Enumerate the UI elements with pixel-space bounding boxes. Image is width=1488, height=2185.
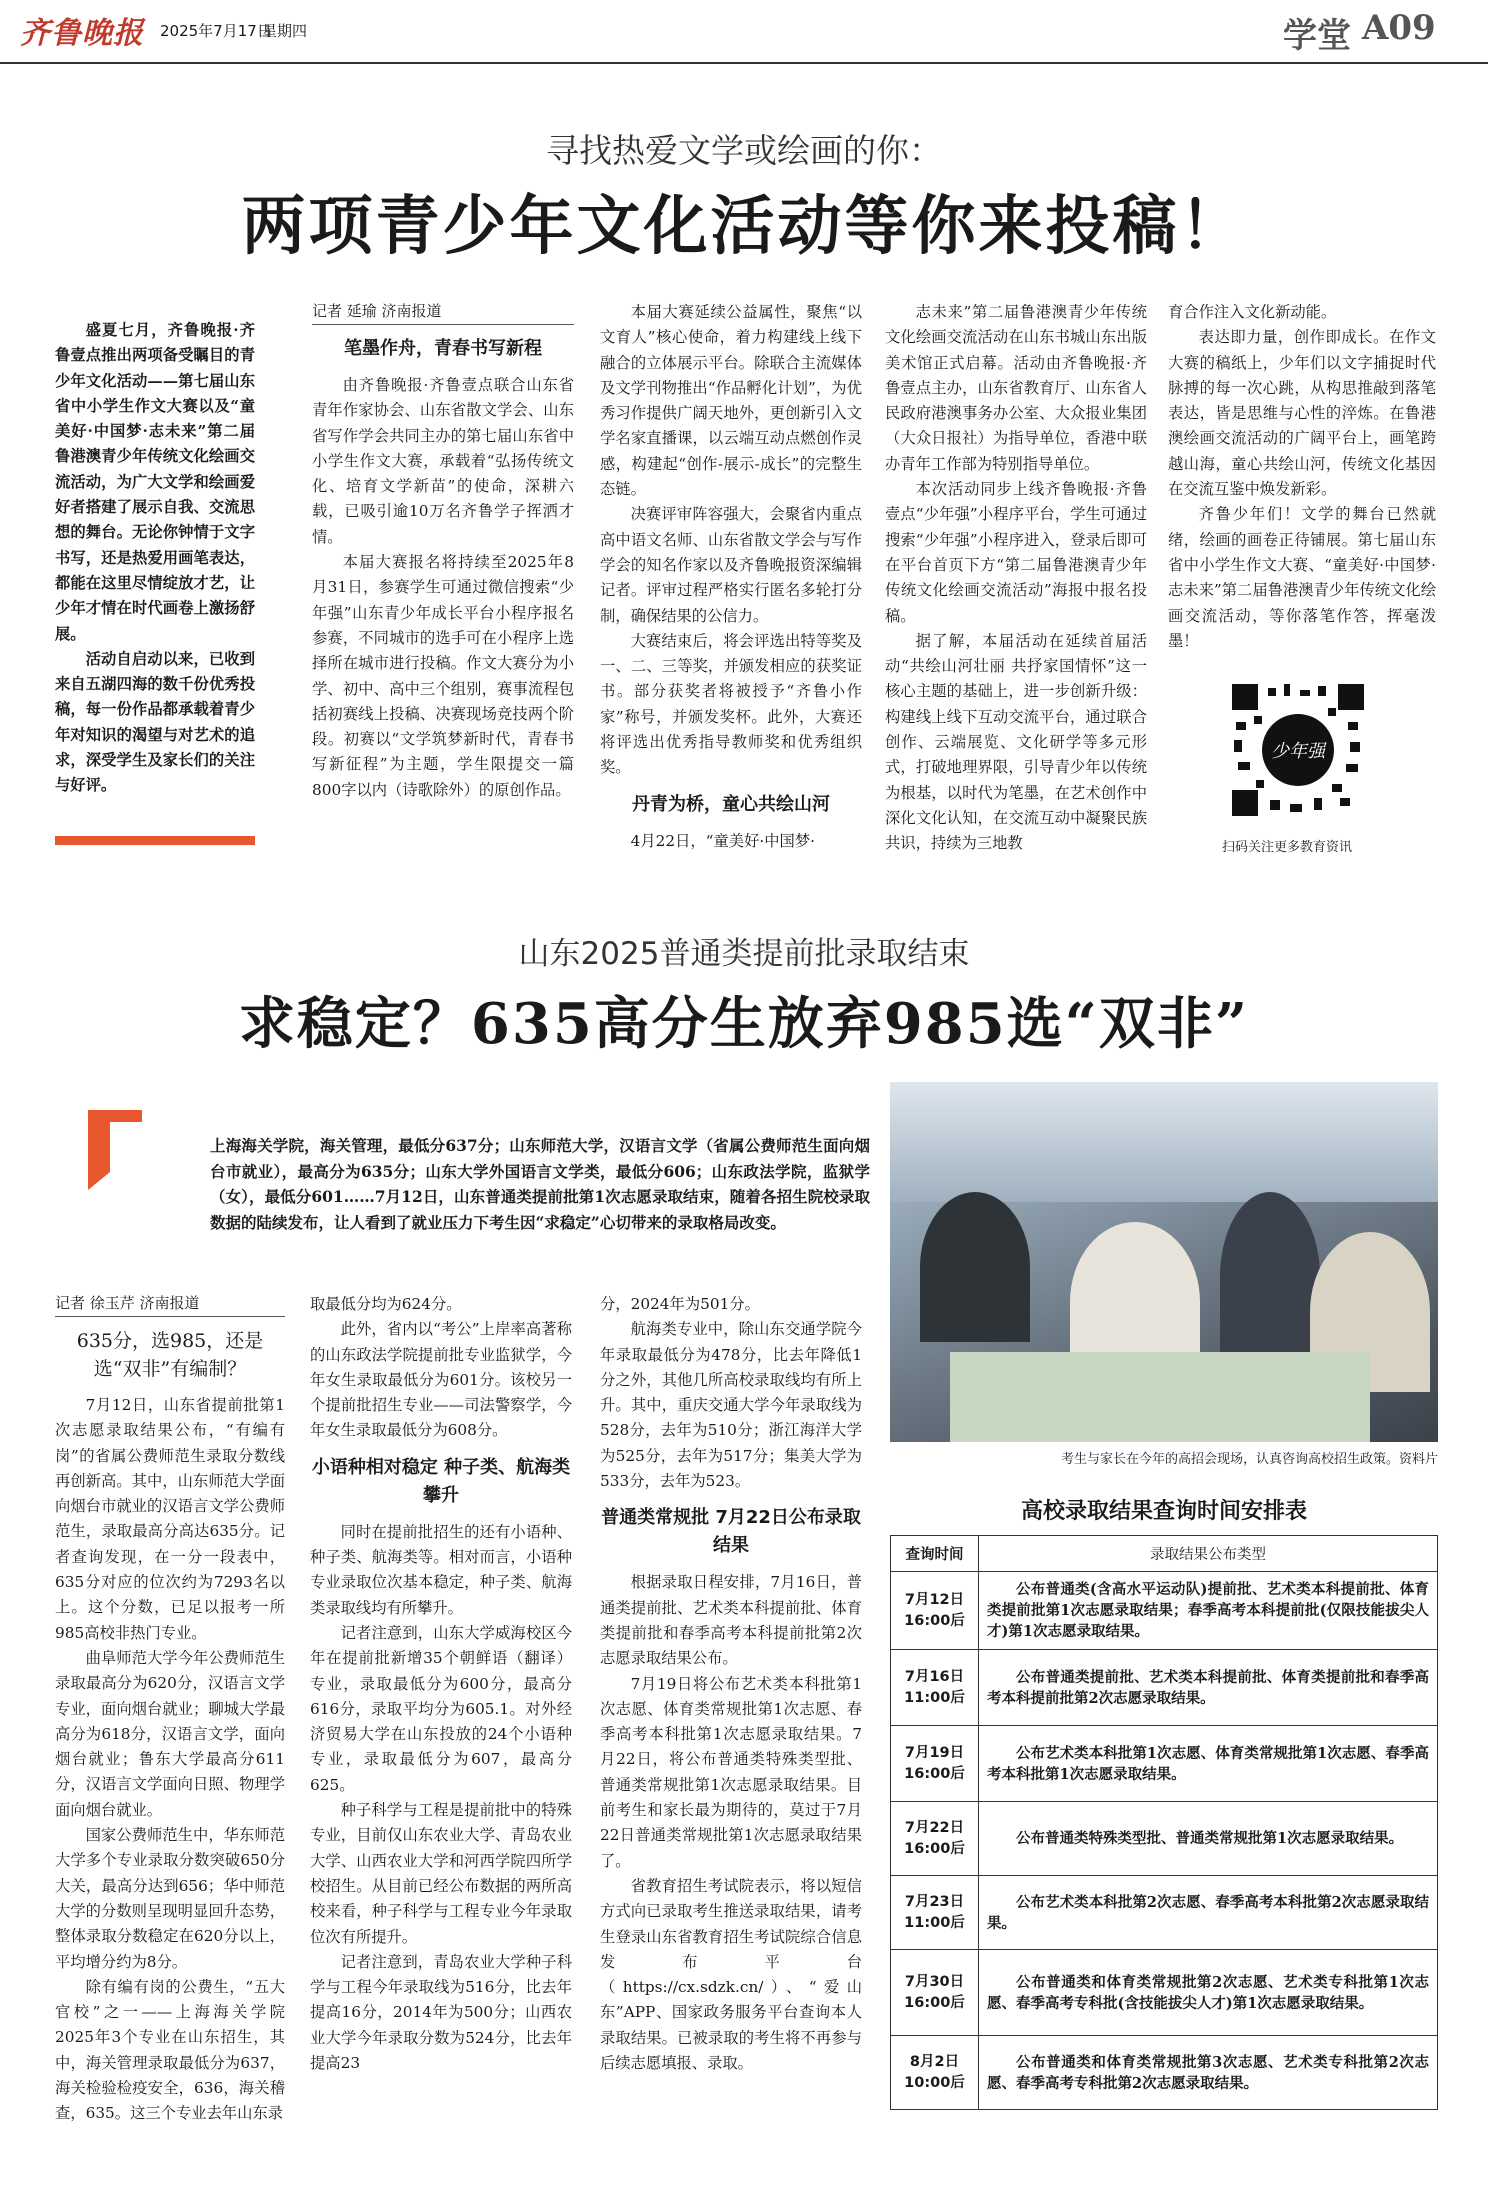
paragraph: 本届大赛报名将持续至2025年8月31日，参赛学生可通过微信搜索“少年强”山东青少年成长平台小程序报名参赛，不同城市的选手可在小程序上选择所在城市进行投稿。作文大赛分为小学、初中、高中三个组别，赛事流程包括初赛线上投稿、决赛现场竞技两个阶段。初赛以“文学筑梦新时代，青春书写新征程”为主题，学生限提交一篇800字以内（诗歌除外）的原创作品。	[312, 553, 574, 799]
paragraph: 省教育招生考试院表示，将以短信方式向已录取考生推送录取结果，请考生登录山东省教育招生考试院综合信息发布平台（https://cx.sdzk.cn/）、“爱山东”APP、国家政务服务平台查询本人录取结果。已被录取的考生将不再参与后续志愿填报、录取。	[600, 1876, 862, 2073]
column-header: 查询时间	[891, 1536, 979, 1572]
time-text: 16:00后	[904, 1840, 965, 1857]
article2-lead: 上海海关学院，海关管理，最低分637分；山东师范大学，汉语言文学（省属公费师范生面向烟台市就业），最高分为635分；山东大学外国语言文学类，最低分606；山东政法学院，监狱学（女），最低分601……7月12日，山东普通类提前批第1次志愿录取结束，随着各招生院校录取数据的陆续发布，让人看到了就业压力下考生因“求稳定”心切带来的录取格局改变。	[210, 1136, 870, 1232]
lead-paragraph: 活动自启动以来，已收到来自五湖四海的数千份优秀投稿，每一份作品都承载着青少年对知识的渴望与对艺术的追求，深受学生及家长们的关注与好评。	[55, 649, 255, 795]
paragraph: 据了解，本届活动在延续首届活动“共绘山河壮丽 共抒家国情怀”这一核心主题的基础上，进一步创新升级：构建线上线下互动交流平台，通过联合创作、云端展览、文化研学等多元形式，打破地理界限，引导青少年以传统为根基，以时代为笔墨，在艺术创作中深化文化认知，在交流互动中凝聚民族共识，持续为三地教	[885, 631, 1147, 853]
qr-center-text: 少年强	[1271, 741, 1325, 762]
issue-weekday: 星期四	[262, 22, 308, 40]
table-row	[891, 1726, 1438, 1802]
table-row	[891, 1650, 1438, 1726]
article1-headline: 两项青少年文化活动等你来投稿！	[241, 189, 1247, 264]
article2-subhead: 小语种相对稳定 种子类、航海类攀升	[311, 1456, 571, 1506]
paragraph: 国家公费师范生中，华东师范大学多个专业录取分数突破650分大关，最高分达到656；华中师范大学的分数则呈现明显回升态势，整体录取分数稳定在620分以上，平均增分约为8分。	[55, 1826, 285, 1971]
article1-col3	[600, 300, 862, 854]
paragraph: 本届大赛延续公益属性，聚焦“以文育人”核心使命，着力构建线上线下融合的立体展示平台。除联合主流媒体及文学刊物推出“作品孵化计划”，为优秀习作提供广阔天地外，更创新引入文学名家直播课，以云端互动点燃创作灵感，构建起“创作-展示-成长”的完整生态链。	[600, 303, 862, 499]
newspaper-logo: 齐鲁晚报	[20, 16, 144, 51]
time-text: 16:00后	[904, 1994, 965, 2011]
article2-col2	[310, 1292, 572, 2076]
admission-fair-photo	[890, 1082, 1438, 1442]
photo-caption: 考生与家长在今年的高招会现场，认真咨询高校招生政策。资料片	[1060, 1452, 1438, 1467]
paragraph: 根据录取日程安排，7月16日，普通类提前批、艺术类本科提前批、体育类提前批和春季高考本科提前批第2次志愿录取结果公布。	[600, 1573, 862, 1668]
quote-mark-icon	[88, 1110, 150, 1190]
qr-code[interactable]	[1228, 680, 1368, 820]
result-type-cell: 公布普通类提前批、艺术类本科提前批、体育类提前批和春季高考本科提前批第2次志愿录取结果。	[979, 1650, 1438, 1726]
paragraph: 除有编有岗的公费生，“五大官校”之一——上海海关学院2025年3个专业在山东招生，其中，海关管理录取最低分为637，海关检验检疫安全，636，海关稽查，635。这三个专业去年山东录	[55, 1977, 285, 2123]
paragraph: 同时在提前批招生的还有小语种、种子类、航海类等。相对而言，小语种专业录取位次基本稳定，种子类、航海类录取线均有所攀升。	[310, 1522, 572, 1617]
date-cell	[891, 1726, 979, 1802]
result-type-cell: 公布普通类和体育类常规批第2次志愿、艺术类专科批第1次志愿、春季高考专科批(含技能拔尖人才)第1次志愿录取结果。	[979, 1950, 1438, 2036]
table-row	[891, 2036, 1438, 2110]
time-text: 16:00后	[904, 1612, 965, 1629]
article1-lead	[55, 318, 255, 799]
table-row	[891, 1950, 1438, 2036]
date-cell	[891, 1802, 979, 1876]
article2-subhead: 635分，选985，还是选“双非”有编制？	[76, 1330, 264, 1380]
page-number: A09	[1362, 8, 1436, 48]
date-text: 7月30日	[904, 1973, 965, 1990]
paragraph: 此外，省内以“考公”上岸率高著称的山东政法学院提前批专业监狱学，今年女生录取最低分为601分。该校另一个提前批招生专业——司法警察学，今年女生录取最低分为608分。	[310, 1320, 572, 1440]
date-text: 7月22日	[904, 1819, 965, 1836]
date-text: 8月2日	[909, 2053, 960, 2070]
paragraph: 表达即力量，创作即成长。在作文大赛的稿纸上，少年们以文字捕捉时代脉搏的每一次心跳，从构思推敲到落笔表达，皆是思维与心性的淬炼。在鲁港澳绘画交流活动的广阔平台上，画笔跨越山海，童心共绘山河，传统文化基因在交流互鉴中焕发新彩。	[1168, 328, 1436, 499]
paragraph: 育合作注入文化新动能。	[1168, 303, 1337, 321]
time-text: 10:00后	[904, 2074, 965, 2091]
paragraph: 决赛评审阵容强大，会聚省内重点高中语文名师、山东省散文学会与写作学会的知名作家以及齐鲁晚报资深编辑记者。评审过程严格实行匿名多轮打分制，确保结果的公信力。	[600, 505, 862, 625]
result-type-cell: 公布普通类和体育类常规批第3次志愿、艺术类专科批第2次志愿、春季高考专科批第2次志愿录取结果。	[979, 2036, 1438, 2110]
paragraph: 取最低分均为624分。	[310, 1295, 462, 1313]
article2-col3	[600, 1292, 862, 2076]
time-text: 11:00后	[904, 1914, 965, 1931]
paragraph: 记者注意到，青岛农业大学种子科学与工程今年录取线为516分，比去年提高16分，2014年为500分；山西农业大学今年录取分数为524分，比去年提高23	[310, 1952, 572, 2073]
article2-subhead: 普通类常规批 7月22日公布录取结果	[601, 1507, 861, 1557]
qr-caption: 扫码关注更多教育资讯	[1222, 840, 1353, 855]
article1-col5	[1168, 300, 1436, 654]
lead-paragraph: 盛夏七月，齐鲁晚报·齐鲁壹点推出两项备受瞩目的青少年文化活动——第七届山东省中小学生作文大赛以及“童美好·中国梦·志未来”第二届鲁港澳青少年传统文化绘画交流活动，为广大文学和绘画爱好者搭建了展示自我、交流思想的舞台。无论你钟情于文字书写，还是热爱用画笔表达，都能在这里尽情绽放才艺，让少年才情在时代画卷上激扬舒展。	[55, 321, 255, 643]
table-row	[891, 1802, 1438, 1876]
article1-byline: 记者 延瑜 济南报道	[312, 300, 574, 325]
article1-col4	[885, 300, 1147, 857]
schedule-table-title: 高校录取结果查询时间安排表	[1020, 1499, 1307, 1524]
date-cell	[891, 2036, 979, 2110]
paragraph: 曲阜师范大学今年公费师范生录取最高分为620分，汉语言文学专业，面向烟台就业；聊城大学最高分为618分，汉语言文学，面向烟台就业；鲁东大学最高分611分，汉语言文学面向日照、物理学面向烟台就业。	[55, 1648, 285, 1819]
table-row	[891, 1572, 1438, 1650]
paragraph: 种子科学与工程是提前批中的特殊专业，目前仅山东农业大学、青岛农业大学、山西农业大学和河西学院四所学校招生。从目前已经公布数据的两所高校来看，种子科学与工程专业今年录取位次有所提升。	[310, 1801, 572, 1946]
paragraph: 齐鲁少年们！文学的舞台已然就绪，绘画的画卷正待铺展。第七届山东省中小学生作文大赛、“童美好·中国梦·志未来”第二届鲁港澳青少年传统文化绘画交流活动，等你落笔作答，挥毫泼墨！	[1168, 505, 1436, 650]
date-cell	[891, 1950, 979, 2036]
time-text: 11:00后	[904, 1689, 965, 1706]
result-type-cell: 公布艺术类本科批第2次志愿、春季高考本科批第2次志愿录取结果。	[979, 1876, 1438, 1950]
paragraph: 航海类专业中，除山东交通学院今年录取最低分为478分，比去年降低1分之外，其他几所高校录取线均有所上升。其中，重庆交通大学今年录取线为528分，去年为510分；浙江海洋大学为525分，去年为517分；集美大学为533分，去年为523。	[600, 1320, 862, 1491]
article2-col1	[55, 1292, 285, 2127]
article1-subhead: 丹青为桥，童心共绘山河	[632, 793, 830, 815]
result-type-cell: 公布普通类特殊类型批、普通类常规批第1次志愿录取结果。	[979, 1802, 1438, 1876]
article1-kicker: 寻找热爱文学或绘画的你：	[546, 131, 942, 170]
article1-col2	[312, 300, 574, 803]
article1-subhead: 笔墨作舟，青春书写新程	[344, 338, 542, 359]
paragraph: 记者注意到，山东大学威海校区今年在提前批新增35个朝鲜语（翻译）专业，录取最低分为600分，最高分616分，录取平均分为605.1。对外经济贸易大学在山东投放的24个小语种专业，录取最低分为607，最高分625。	[310, 1623, 572, 1794]
paragraph: 本次活动同步上线齐鲁晚报·齐鲁壹点“少年强”小程序平台，学生可通过搜索“少年强”小程序进入，登录后即可在平台首页下方“第二届鲁港澳青少年传统文化绘画交流活动”海报中报名投稿。	[885, 480, 1147, 625]
date-cell	[891, 1572, 979, 1650]
article2-headline: 求稳定？635高分生放弃985选“双非”	[238, 991, 1250, 1057]
paragraph: 由齐鲁晚报·齐鲁壹点联合山东省青年作家协会、山东省散文学会、山东省写作学会共同主办的第七届山东省中小学生作文大赛，承载着“弘扬传统文化、培育文学新苗”的使命，深耕六载，已吸引逾10万名齐鲁学子挥洒才情。	[312, 376, 574, 546]
paragraph: 4月22日，“童美好·中国梦·	[630, 831, 816, 850]
table-row	[891, 1876, 1438, 1950]
article2-kicker: 山东2025普通类提前批录取结束	[518, 936, 970, 972]
paragraph: 大赛结束后，将会评选出特等奖及一、二、三等奖，并颁发相应的获奖证书。部分获奖者将被授予“齐鲁小作家”称号，并颁发奖杯。此外，大赛还将评选出优秀指导教师奖和优秀组织奖。	[600, 631, 862, 777]
result-type-cell: 公布艺术类本科批第1次志愿、体育类常规批第1次志愿、春季高考本科批第1次志愿录取结果。	[979, 1726, 1438, 1802]
time-text: 16:00后	[904, 1765, 965, 1782]
paragraph: 7月12日，山东省提前批第1次志愿录取结果公布，“有编有岗”的省属公费师范生录取分数线再创新高。其中，山东师范大学面向烟台市就业的汉语言文学公费师范生，录取最高分高达635分。记者查询发现，在一分一段表中，635分对应的位次约为7293名以上。这个分数，已足以报考一所985高校非热门专业。	[55, 1396, 285, 1642]
result-type-cell: 公布普通类(含高水平运动队)提前批、艺术类本科提前批、体育类提前批第1次志愿录取结果；春季高考本科提前批(仅限技能拔尖人才)第1次志愿录取结果。	[979, 1572, 1438, 1650]
date-text: 7月12日	[904, 1591, 965, 1608]
schedule-table	[890, 1535, 1438, 2110]
date-text: 7月19日	[904, 1744, 965, 1761]
paragraph: 分，2024年为501分。	[600, 1295, 760, 1313]
lead-accent-bar	[55, 836, 255, 845]
date-text: 7月16日	[904, 1668, 965, 1685]
date-text: 7月23日	[904, 1893, 965, 1910]
paragraph: 志未来”第二届鲁港澳青少年传统文化绘画交流活动在山东书城山东出版美术馆正式启幕。活动由齐鲁晚报·齐鲁壹点主办，山东省教育厅、山东省人民政府港澳事务办公室、大众报业集团（大众日报社）为指导单位，香港中联办青年工作部为特别指导单位。	[885, 303, 1147, 473]
date-cell	[891, 1650, 979, 1726]
table-header-row	[891, 1536, 1438, 1572]
article2-byline: 记者 徐玉芹 济南报道	[55, 1292, 285, 1317]
masthead	[0, 0, 1488, 64]
date-cell	[891, 1876, 979, 1950]
section-name: 学堂	[1283, 16, 1351, 56]
paragraph: 7月19日将公布艺术类本科批第1次志愿、体育类常规批第1次志愿、春季高考本科批第1次志愿录取结果。7月22日，将公布普通类特殊类型批、普通类常规批第1次志愿录取结果。目前考生和家长最为期待的，莫过于7月22日普通类常规批第1次志愿录取结果了。	[600, 1674, 862, 1870]
issue-date: 2025年7月17日	[160, 22, 272, 40]
column-header: 录取结果公布类型	[979, 1536, 1438, 1572]
